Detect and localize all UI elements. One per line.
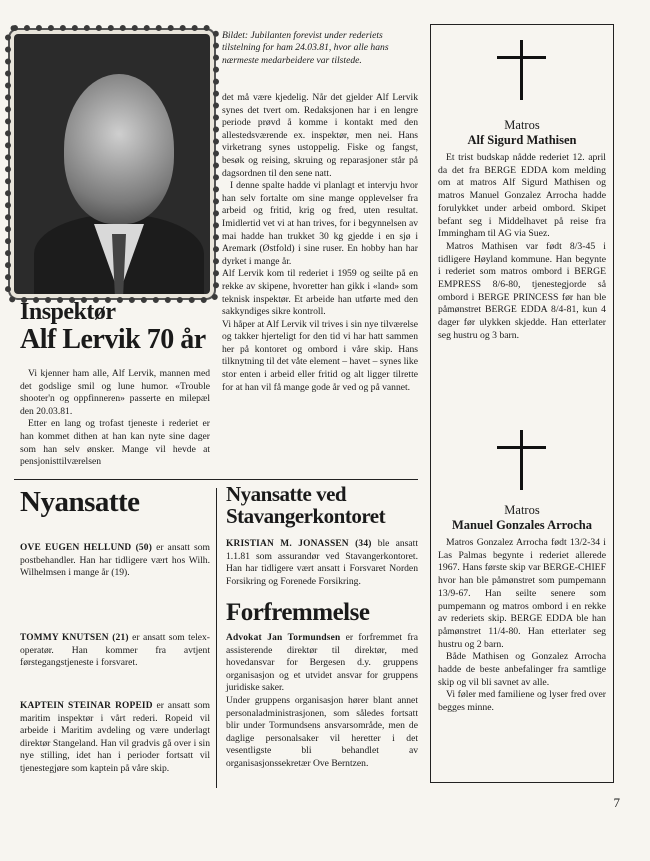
nyansatte-item <box>20 632 210 670</box>
obituary-1 <box>438 118 606 343</box>
lervik-paragraph: det må være kjedelig. Når det gjelder Alf Lervik synes det tvert om. Redaksjonen har i en lengre periode prøvd å komme i kontakt med den allestedsværende ex. inspektør, men nei. Hans virketrang synes ustoppelig. Fiske og fangst, besøk og reising, skruing og reparasjoner står på dagsordnen til den sene natt. <box>222 92 418 179</box>
forfremmelse-section <box>226 600 422 625</box>
lervik-paragraph: Vi kjenner ham alle, Alf Lervik, mannen med det godslige smil og lune humor. «Trouble shooter'n og oppfinneren» passerte en milepæl den 20.03.81. <box>20 368 210 417</box>
lervik-paragraph: Vi håper at Alf Lervik vil trives i sin nye tilværelse og takker hjerteligt for den tid vi har hatt sammen her på kontoret og ombord i våre skip. Hans tilknytning til det våte element – havet – synes like stor enten i arbeid eller fritid og alt ligger tilrette for at han vil få mange gode år ved og på vannet. <box>222 318 418 393</box>
lervik-text-left <box>20 368 210 469</box>
forfremmelse-paragraph: Under gruppens organisasjon hører blant annet personaladministrasjonen, som således fortsatt blir under Tormundsens ansvarsområde, men de daglige personalsaker vil heretter i det vesentligste bli behandlet av organisasjonssekretær Ove Berntzen. <box>226 694 418 769</box>
nyansatte-heading: Nyansatte <box>20 486 140 518</box>
person-text: er ansatt som maritim inspektør i vårt rederi. Ropeid vil arbeide i Maritim avdeling og være underlagt direktør Stangeland. Han vil gradvis gå over i sin nye stilling, idet han i perioder fortsatt vil tjenestegjøre som kaptein på våre skip. <box>20 700 210 774</box>
lervik-paragraph: Etter en lang og trofast tjeneste i rederiet er han kommet dithen at han kan nyte sine dager som han selv ønsker. Mange vil hevde at pensjonisttilværelsen <box>20 418 210 468</box>
obituary-rank: Matros <box>504 118 540 132</box>
obituary-name: Alf Sigurd Mathisen <box>467 133 577 147</box>
column-divider <box>216 488 217 788</box>
lervik-text-right <box>222 92 418 394</box>
obituary-paragraph: Både Mathisen og Gonzalez Arrocha hadde de beste anbefalinger fra samtlige skip og vil bli savnet av alle. <box>438 651 606 688</box>
person-name: TOMMY KNUTSEN (21) <box>20 633 129 643</box>
portrait-photo <box>14 34 210 294</box>
photo-face <box>64 74 174 224</box>
lervik-paragraph: I denne spalte hadde vi planlagt et intervju hvor han selv fortalte om sine mange opplevelser fra arbeid og fritid, krig og fred, uten resultat. Imidlertid vet vi at han trives, for i begynnelsen av mai hadde han trukket 30 kg gjedde i en sjø i Aremark (Østfold) i sine ruser. En hobby han har dyrket i mange år. <box>222 180 418 267</box>
stavanger-heading-line2: Stavangerkontoret <box>226 504 386 528</box>
person-text: ble ansatt 1.1.81 som assurandør ved Stavangerkontoret. Han har tidligere vært ansatt i Forsvaret Norden Forsikring og Forenede Forsikring. <box>226 538 418 587</box>
person-text: er ansatt som telex-operatør. Han kommer fra avtjent førstegangstjeneste i forsvaret. <box>20 632 210 669</box>
obituary-paragraph: Matros Mathisen var født 8/3-45 i tidligere Høyland kommune. Han begynte i rederiet som matros ombord i BERGE EMPRESS 8/6-80, tjenestegjorde så ombord i BERGE PRINCESS før han ble påmønstret BERGE EDDA 8/4-81, kun 4 dager før ulykken skjedde. Han etterlater seg hustru og 3 barn. <box>438 240 606 341</box>
person-name: Advokat Jan Tormundsen <box>226 633 341 643</box>
person-text: er ansatt som postbehandler. Han har tidligere vært hos Wilh. Wilhelmsen i mange år (19). <box>20 542 210 579</box>
nyansatte-item <box>20 542 210 580</box>
forfremmelse-text <box>226 632 418 771</box>
lervik-paragraph: Alf Lervik kom til rederiet i 1959 og seilte på en rekke av skipene, hvoretter han gikk i «land» som teknisk inspektør. Et arbeide han utførte med den sakkyndiges sikre kontroll. <box>222 268 418 318</box>
person-name: KAPTEIN STEINAR ROPEID <box>20 701 153 711</box>
lervik-heading-line2: Alf Lervik 70 år <box>20 324 206 355</box>
obituary-2 <box>438 503 606 715</box>
cross-icon <box>497 430 546 490</box>
cross-icon <box>497 40 546 100</box>
forfremmelse-heading: Forfremmelse <box>226 599 370 626</box>
stavanger-text <box>226 538 418 588</box>
nyansatte-item <box>20 700 210 776</box>
page-number: 7 <box>613 795 620 810</box>
stavanger-heading-line1: Nyansatte ved <box>226 482 347 506</box>
person-text: er forfremmet fra assisterende direktør til direktør, med hovedansvar for Bergesen d.y. gruppens organisasjon og et utvidet ansvar for gruppens juridiske saker. <box>226 632 418 694</box>
obituary-paragraph: Vi føler med familiene og lyser fred over begges minne. <box>438 689 606 714</box>
lervik-heading-line1: Inspektør <box>20 299 116 325</box>
photo-caption: Bildet: Jubilanten forevist under rederiets tilstelning for ham 24.03.81, hvor alle hans nærmeste medarbeidere var tilstede. <box>222 30 389 66</box>
section-divider <box>14 479 418 480</box>
lervik-heading <box>20 300 220 354</box>
stavanger-heading <box>226 484 422 527</box>
obituary-paragraph: Matros Gonzalez Arrocha født 13/2-34 i Las Palmas begynte i rederiet allerede 1967. Hans første skip var BERGE-CHIEF hvor han ble påmønstret som pumpemann 13/9-67. Han seilte senere som pumpemann og matros ombord i en rekke av rederiets skip. BERGE EDDA ble han påmønstret 11/4-80. Han etterlater seg hustru og 2 barn. <box>438 537 606 650</box>
nyansatte-section <box>20 488 220 517</box>
obituary-rank: Matros <box>504 503 540 517</box>
obituary-name: Manuel Gonzales Arrocha <box>451 518 593 532</box>
person-name: KRISTIAN M. JONASSEN (34) <box>226 539 372 549</box>
person-name: OVE EUGEN HELLUND (50) <box>20 543 153 553</box>
obituary-paragraph: Et trist budskap nådde rederiet 12. april da det fra BERGE EDDA kom melding om at matros Alf Sigurd Mathisen og matros Manuel Gonzalez Arrocha hadde forulykket under arbeid ombord. Skipet befant seg i Middelhavet på reise fra Immingham til AG via Suez. <box>438 152 606 240</box>
